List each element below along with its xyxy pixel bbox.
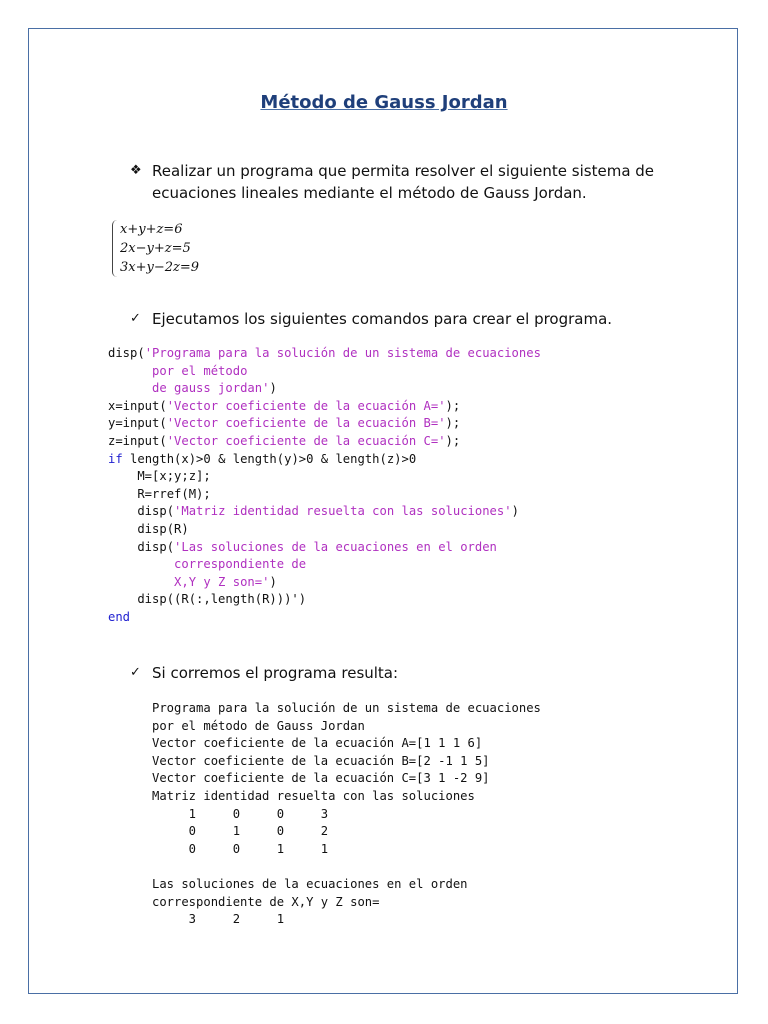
code-line — [108, 345, 541, 363]
code-line — [108, 539, 541, 557]
code-line — [108, 433, 541, 451]
code-line — [108, 398, 541, 416]
code-token: if — [108, 451, 123, 466]
output-line: Vector coeficiente de la ecuación C=[3 1 -2 9] — [152, 771, 490, 786]
code-line: M=[x;y;z]; — [108, 469, 211, 484]
equation-line: 3x+y−2z=9 — [120, 260, 200, 275]
code-token: ); — [445, 433, 461, 448]
equation-line: 2x−y+z=5 — [120, 241, 191, 256]
code-line — [108, 574, 541, 592]
code-token: ) — [269, 381, 277, 396]
code-line — [108, 556, 541, 574]
code-line — [108, 363, 541, 381]
code-token: disp( — [108, 539, 175, 554]
code-token: end — [108, 609, 131, 624]
page-title: Método de Gauss Jordan — [260, 92, 508, 113]
code-token: length(x)>0 & length(y)>0 & length(z)>0 — [122, 451, 417, 466]
code-line: disp((R(:,length(R)))') — [108, 592, 307, 607]
output-line: Matriz identidad resuelta con las soluciones — [152, 788, 475, 803]
code-token: ) — [511, 504, 519, 519]
left-brace-icon — [112, 220, 117, 277]
checkmark-icon: ✓ — [130, 311, 141, 326]
instruction-text: Realizar un programa que permita resolver el siguiente sistema de ecuaciones lineales mediante el método de Gauss Jordan. — [152, 162, 655, 202]
code-token: disp( — [108, 504, 175, 519]
bullet-instruction — [130, 160, 690, 204]
code-token: de gauss jordan' — [108, 381, 270, 396]
equation-system — [116, 220, 199, 277]
bullet-commands — [130, 308, 690, 330]
equation-line: x+y+z=6 — [120, 222, 183, 237]
commands-text: Ejecutamos los siguientes comandos para crear el programa. — [152, 310, 613, 328]
code-token: 'Vector coeficiente de la ecuación A=' — [166, 398, 446, 413]
output-line: Vector coeficiente de la ecuación A=[1 1 1 6] — [152, 736, 483, 751]
matrix-row: 1 0 0 3 — [152, 806, 329, 821]
code-token: x=input( — [108, 398, 167, 413]
code-line: R=rref(M); — [108, 486, 211, 501]
code-line: disp(R) — [108, 521, 189, 536]
output-line: Programa para la solución de un sistema de ecuaciones — [152, 701, 541, 715]
code-token: 'Matriz identidad resuelta con las soluciones' — [174, 504, 512, 519]
code-token: 'Vector coeficiente de la ecuación B=' — [166, 416, 446, 431]
code-token: disp( — [108, 346, 145, 360]
checkmark-icon: ✓ — [130, 665, 141, 680]
code-token: por el método — [108, 363, 248, 378]
blank-line — [152, 858, 541, 876]
matrix-row: 0 1 0 2 — [152, 824, 329, 839]
code-line — [108, 609, 541, 627]
code-token: 'Las soluciones de la ecuaciones en el orden — [174, 539, 497, 554]
code-token: ) — [269, 574, 277, 589]
code-token: X,Y y Z son=' — [108, 574, 270, 589]
code-line — [108, 380, 541, 398]
code-line — [108, 503, 541, 521]
code-token: z=input( — [108, 433, 167, 448]
code-token: 'Vector coeficiente de la ecuación C=' — [166, 433, 446, 448]
code-token: y=input( — [108, 416, 167, 431]
solution-values: 3 2 1 — [152, 912, 285, 927]
program-output — [152, 700, 541, 929]
code-line — [108, 451, 541, 469]
bullet-result — [130, 662, 690, 684]
output-line: Vector coeficiente de la ecuación B=[2 -1 1 5] — [152, 753, 490, 768]
code-token: correspondiente de — [108, 557, 307, 572]
code-block — [108, 345, 541, 627]
code-token: 'Programa para la solución de un sistema de ecuaciones — [144, 346, 541, 360]
code-line — [108, 415, 541, 433]
result-text: Si corremos el programa resulta: — [152, 664, 399, 682]
output-line: correspondiente de X,Y y Z son= — [152, 894, 380, 909]
output-line: por el método de Gauss Jordan — [152, 718, 365, 733]
matrix-row: 0 0 1 1 — [152, 841, 329, 856]
output-line: Las soluciones de la ecuaciones en el orden — [152, 876, 468, 891]
code-token: ); — [445, 416, 461, 431]
diamond-bullet-icon: ❖ — [130, 163, 142, 178]
code-token: ); — [445, 398, 461, 413]
